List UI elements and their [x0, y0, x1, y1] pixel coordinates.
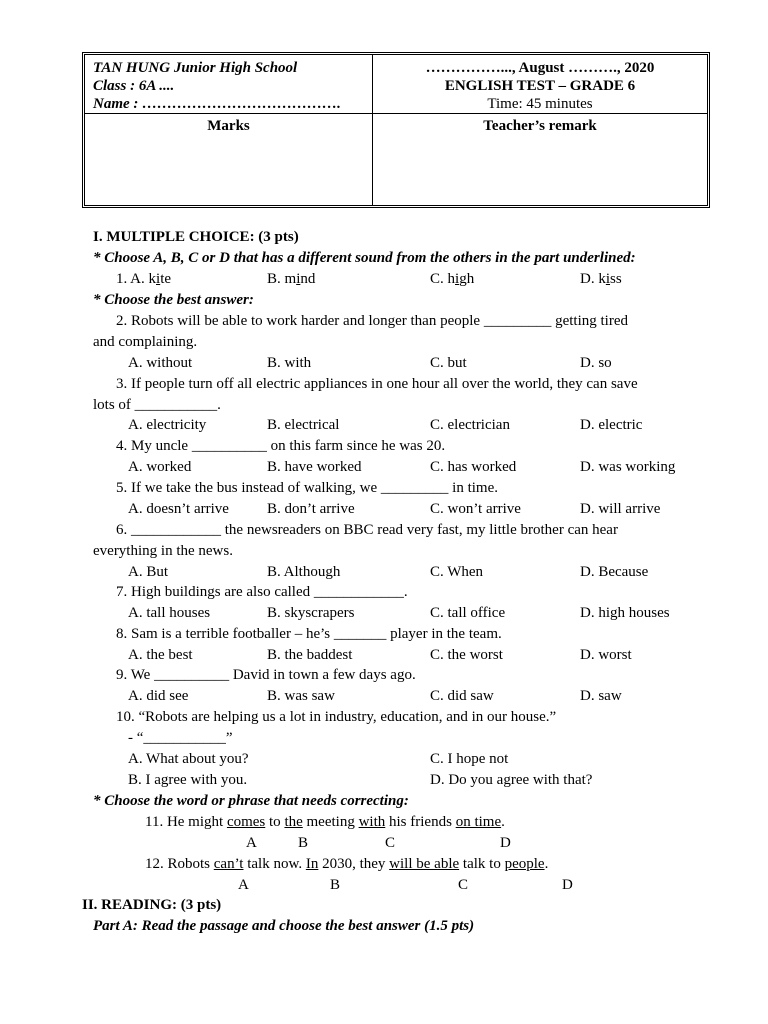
name-field[interactable]: Name : …………………………………. [93, 96, 341, 112]
q6-option-a[interactable]: A. But [128, 564, 169, 580]
q3-option-c[interactable]: C. electrician [430, 417, 510, 433]
q1-option-c[interactable]: C. high [430, 271, 475, 287]
q2-option-a[interactable]: A. without [128, 355, 193, 371]
date-line: ……………..., August ………., 2020 [425, 60, 655, 76]
q12-label-c: C [458, 877, 469, 893]
q11-part-c[interactable]: with [358, 814, 386, 830]
q7-option-b[interactable]: B. skyscrapers [267, 605, 355, 621]
q11-label-d: D [500, 835, 511, 851]
q9-option-c[interactable]: C. did saw [430, 688, 494, 704]
q7-option-a[interactable]: A. tall houses [128, 605, 211, 621]
q10-option-c[interactable]: C. I hope not [430, 751, 509, 767]
q3-option-d[interactable]: D. electric [580, 417, 643, 433]
q5-option-c[interactable]: C. won’t arrive [430, 501, 521, 517]
q6-option-c[interactable]: C. When [430, 564, 484, 580]
q2-option-b[interactable]: B. with [267, 355, 312, 371]
section1-instruction-best: * Choose the best answer: [93, 292, 254, 308]
q6-option-b[interactable]: B. Although [267, 564, 341, 580]
q7-text: 7. High buildings are also called ____________. [116, 584, 408, 600]
q11-part-a[interactable]: comes [226, 814, 266, 830]
q5-text: 5. If we take the bus instead of walking, we _________ in time. [116, 480, 499, 496]
q9-option-a[interactable]: A. did see [128, 688, 189, 704]
test-title: ENGLISH TEST – GRADE 6 [444, 78, 636, 94]
q12-sentence: 12. Robots can’t talk now. In 2030, they will be able talk to people. [145, 856, 549, 872]
q5-option-a[interactable]: A. doesn’t arrive [128, 501, 229, 517]
remark-label: Teacher’s remark [483, 118, 597, 134]
q12-part-a[interactable]: can’t [213, 856, 244, 872]
q11-part-b[interactable]: the [284, 814, 303, 830]
q7-option-d[interactable]: D. high houses [580, 605, 670, 621]
q10-option-d[interactable]: D. Do you agree with that? [430, 772, 593, 788]
q1-option-d[interactable]: D. kiss [580, 271, 622, 287]
q5-option-d[interactable]: D. will arrive [580, 501, 661, 517]
q2-text: 2. Robots will be able to work harder and longer than people _________ getting tired [116, 313, 628, 329]
school-name: TAN HUNG Junior High School [93, 60, 298, 76]
q8-option-a[interactable]: A. the best [128, 647, 193, 663]
q4-text: 4. My uncle __________ on this farm since he was 20. [116, 438, 446, 454]
q3-text: 3. If people turn off all electric appliances in one hour all over the world, they can save [116, 376, 638, 392]
q12-label-b: B [330, 877, 341, 893]
q8-option-b[interactable]: B. the baddest [267, 647, 353, 663]
q10-option-a[interactable]: A. What about you? [128, 751, 249, 767]
q2-option-d[interactable]: D. so [580, 355, 612, 371]
q8-option-d[interactable]: D. worst [580, 647, 632, 663]
q6-text: 6. ____________ the newsreaders on BBC read very fast, my little brother can hear [116, 522, 618, 538]
q3-option-b[interactable]: B. electrical [267, 417, 340, 433]
q4-option-d[interactable]: D. was working [580, 459, 676, 475]
q12-part-b[interactable]: In [305, 856, 319, 872]
q8-text: 8. Sam is a terrible footballer – he’s _______ player in the team. [116, 626, 502, 642]
q12-label-a: A [238, 877, 249, 893]
q6-text-cont: everything in the news. [93, 543, 233, 559]
class-field[interactable]: Class : 6A .... [93, 78, 175, 94]
test-time: Time: 45 minutes [487, 96, 593, 112]
marks-label: Marks [207, 118, 250, 134]
q9-option-d[interactable]: D. saw [580, 688, 622, 704]
q2-text-cont: and complaining. [93, 334, 198, 350]
section1-title: I. MULTIPLE CHOICE: (3 pts) [93, 229, 299, 245]
q5-option-b[interactable]: B. don’t arrive [267, 501, 355, 517]
section1-instruction-sound: * Choose A, B, C or D that has a different sound from the others in the part underlined: [93, 250, 636, 266]
q12-label-d: D [562, 877, 573, 893]
q4-option-b[interactable]: B. have worked [267, 459, 362, 475]
q10-text: 10. “Robots are helping us a lot in industry, education, and in our house.” [116, 709, 557, 725]
q10-response-blank: - “___________” [128, 730, 233, 746]
section2-part-a-instruction: Part A: Read the passage and choose the best answer (1.5 pts) [93, 918, 475, 934]
q7-option-c[interactable]: C. tall office [430, 605, 506, 621]
section2-title: II. READING: (3 pts) [82, 897, 222, 913]
q11-label-b: B [298, 835, 309, 851]
q6-option-d[interactable]: D. Because [580, 564, 649, 580]
q10-option-b[interactable]: B. I agree with you. [128, 772, 248, 788]
q11-part-d[interactable]: on time [455, 814, 502, 830]
q11-label-a: A [246, 835, 257, 851]
q3-text-cont: lots of ___________. [93, 397, 221, 413]
q9-option-b[interactable]: B. was saw [267, 688, 335, 704]
q12-part-d[interactable]: people [504, 856, 545, 872]
section1-instruction-correcting: * Choose the word or phrase that needs correcting: [93, 793, 409, 809]
q2-option-c[interactable]: C. but [430, 355, 467, 371]
q4-option-c[interactable]: C. has worked [430, 459, 517, 475]
q8-option-c[interactable]: C. the worst [430, 647, 503, 663]
q11-sentence: 11. He might comes to the meeting with his friends on time. [145, 814, 505, 830]
q11-label-c: C [385, 835, 396, 851]
q4-option-a[interactable]: A. worked [128, 459, 192, 475]
q3-option-a[interactable]: A. electricity [128, 417, 207, 433]
q1-option-b[interactable]: B. mind [267, 271, 316, 287]
q9-text: 9. We __________ David in town a few days ago. [116, 667, 416, 683]
q1-option-a[interactable]: 1. A. kite [116, 271, 172, 287]
q12-part-c[interactable]: will be able [389, 856, 460, 872]
